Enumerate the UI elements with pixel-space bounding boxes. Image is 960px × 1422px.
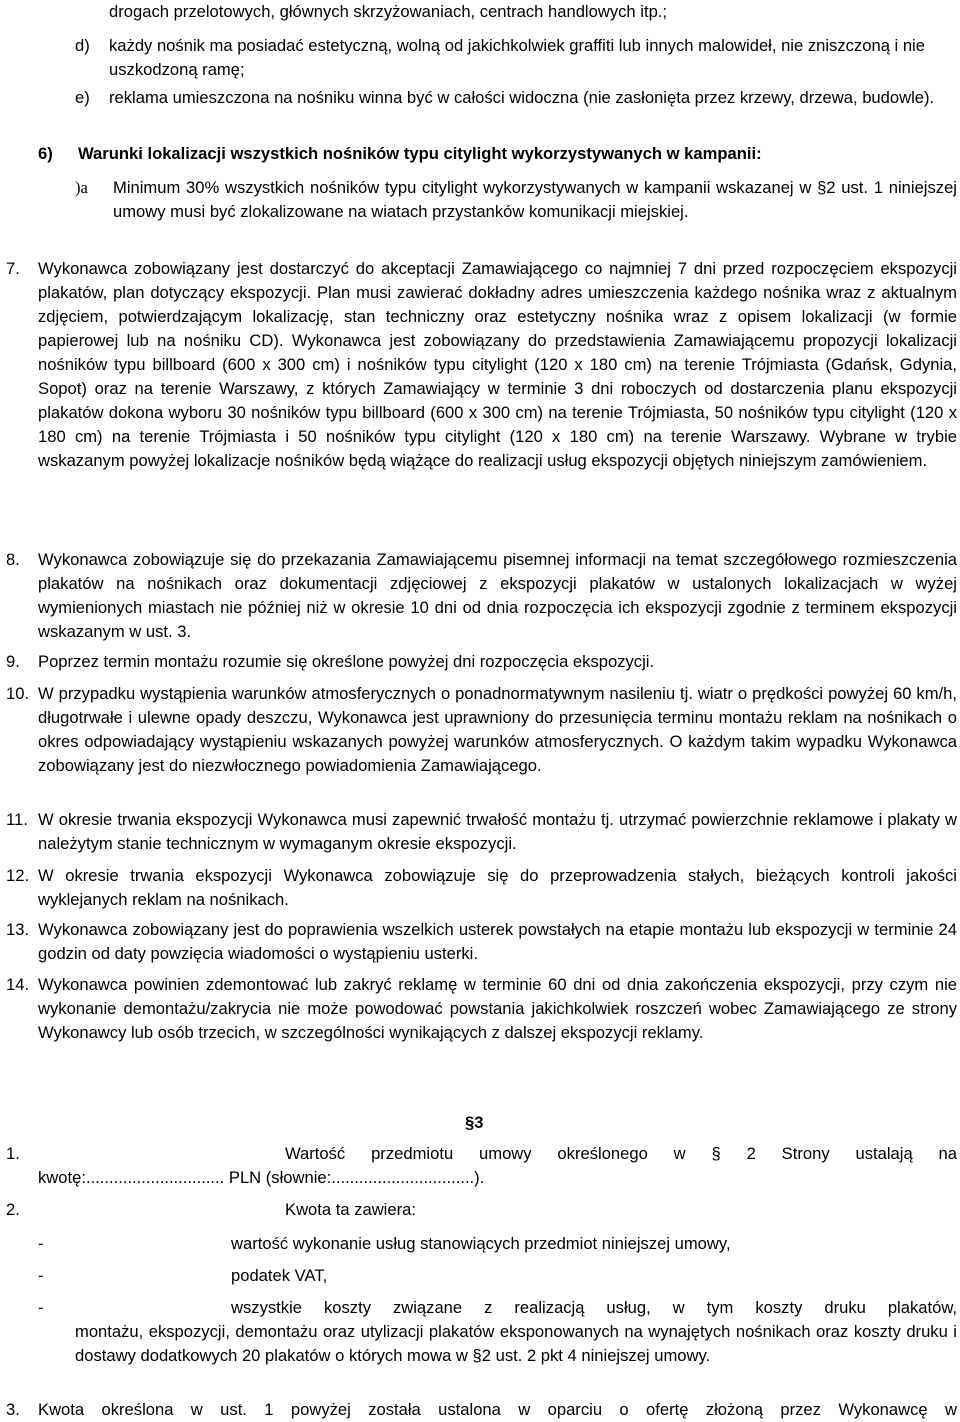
paragraph-text: Poprzez termin montażu rozumie się określone powyżej dni rozpoczęcia ekspozycji. xyxy=(38,652,655,671)
paragraph-number: 12. xyxy=(6,866,30,885)
paragraph-number: 11. xyxy=(6,810,28,829)
item-number: 1. xyxy=(6,1144,20,1163)
dash-marker: - xyxy=(38,1266,44,1285)
top-fragment: drogach przelotowych, głównych skrzyżowaniach, centrach handlowych itp.; xyxy=(109,2,668,21)
list-item-text: każdy nośnik ma posiadać estetyczną, wolną od jakichkolwiek graffiti lub innych malowideł, nie zniszczoną i nie uszkodzoną ramę; xyxy=(109,36,925,79)
section-6-sub-text: Minimum 30% wszystkich nośników typu citylight wykorzystywanych w kampanii wskazanej w §2 ust. 1 niniejszej umowy musi być zlokalizowane na wiatach przystanków komunikacji miejskiej. xyxy=(113,178,957,221)
item-text-second-line: kwotę:.............................. PLN (słownie:...............................). xyxy=(38,1168,485,1187)
paragraph-text: W okresie trwania ekspozycji Wykonawca zobowiązuje się do przeprowadzenia stałych, bieżących kontroli jakości wyklejanych reklam na nośnikach. xyxy=(38,866,957,909)
list-item-text: reklama umieszczona na nośniku winna być w całości widoczna (nie zasłonięta przez krzewy, drzewa, budowle). xyxy=(109,88,935,107)
paragraph-number: 7. xyxy=(6,259,20,278)
dash-text: wartość wykonanie usług stanowiących przedmiot niniejszej umowy, xyxy=(231,1234,731,1253)
paragraph-number: 10. xyxy=(6,684,30,703)
section-6-heading: Warunki lokalizacji wszystkich nośników typu citylight wykorzystywanych w kampanii: xyxy=(78,144,762,163)
paragraph-text: Wykonawca powinien zdemontować lub zakryć reklamę w terminie 60 dni od dnia zakończenia ekspozycji, przy czym nie wykonanie demontażu/zakrycia nie może powodować powstania jakichkolwiek roszczeń wobec Zamawiającego ze strony Wykonawcy lub osób trzecich, w szczególności wynikających z dalszej ekspozycji reklamy. xyxy=(38,975,957,1042)
paragraph-text: Wykonawca zobowiązuje się do przekazania Zamawiającemu pisemnej informacji na temat szczegółowego rozmieszczenia plakatów na nośnikach oraz dokumentacji zdjęciowej z ekspozycji plakatów w ustalonych lokalizacjach w wyżej wymienionych miastach nie później niż w okresie 10 dni od dnia rozpoczęcia ich ekspozycji zgodnie z terminem ekspozycji wskazanym w ust. 3. xyxy=(38,550,957,641)
paragraph-number: 14. xyxy=(6,975,30,994)
list-item-label: d) xyxy=(75,36,90,55)
paragraph-text: W przypadku wystąpienia warunków atmosferycznych o ponadnormatywnym nasileniu tj. wiatr o prędkości powyżej 60 km/h, długotrwałe i ulewne opady deszczu, Wykonawca jest uprawniony do przesunięcia terminu montażu reklam na nośnikach o okres odpowiadający wystąpieniu wskazanych powyżej warunków atmosferycznych. O każdym takim wypadku Wykonawca zobowiązany jest do niezwłocznego powiadomienia Zamawiającego. xyxy=(38,684,957,775)
item-text: Kwota ta zawiera: xyxy=(285,1200,416,1219)
paragraph-number: 13. xyxy=(6,920,30,939)
item-text: Kwota określona w ust. 1 powyżej została ustalona w oparciu o ofertę złożoną przez Wykonawcę w xyxy=(38,1400,957,1419)
item-number: 2. xyxy=(6,1200,20,1219)
section-6-label: 6) xyxy=(38,144,53,163)
paragraph-number: 8. xyxy=(6,550,20,569)
section-heading: §3 xyxy=(465,1113,484,1132)
dash-marker: - xyxy=(38,1298,44,1317)
section-6-sub-label: )a xyxy=(75,178,88,197)
item-text-first-line: Wartość przedmiotu umowy określonego w § 2 Strony ustalają na xyxy=(285,1144,957,1163)
item-number: 3. xyxy=(6,1400,20,1419)
paragraph-text: Wykonawca zobowiązany jest do poprawienia wszelkich usterek powstałych na etapie montażu lub ekspozycji w terminie 24 godzin od daty powzięcia wiadomości o wystąpieniu usterki. xyxy=(38,920,957,963)
dash-text: podatek VAT, xyxy=(231,1266,328,1285)
list-item-label: e) xyxy=(75,88,90,107)
paragraph-text: Wykonawca zobowiązany jest dostarczyć do akceptacji Zamawiającego co najmniej 7 dni przed rozpoczęciem ekspozycji plakatów, plan dotyczący ekspozycji. Plan musi zawierać dokładny adres umieszczenia każdego nośnika wraz z aktualnym zdjęciem, potwierdzającym lokalizację, stan techniczny oraz estetyczny nośnika wraz z opisem lokalizacji (w formie papierowej lub na nośniku CD). Wykonawca jest zobowiązany do przedstawienia Zamawiającemu propozycji lokalizacji nośników typu billboard (600 x 300 cm) i nośników typu citylight (120 x 180 cm) na terenie Trójmiasta (Gdańsk, Gdynia, Sopot) oraz na terenie Warszawy, z których Zamawiający w terminie 3 dni roboczych od dostarczenia planu ekspozycji plakatów dokona wyboru 30 nośników typu billboard (600 x 300 cm) na terenie Trójmiasta, 50 nośników typu citylight (120 x 180 cm) na terenie Trójmiasta i 50 nośników typu citylight (120 x 180 cm) na terenie Warszawy. Wybrane w trybie wskazanym powyżej lokalizacje nośników będą wiążące do realizacji usług ekspozycji objętych niniejszym zamówieniem. xyxy=(38,259,957,470)
dash-marker: - xyxy=(38,1234,44,1253)
paragraph-number: 9. xyxy=(6,652,20,671)
dash-text-continued: montażu, ekspozycji, demontażu oraz utylizacji plakatów eksponowanych na wynajętych nośnikach oraz koszty druku i dostawy dodatkowych 20 plakatów o których mowa w §2 ust. 2 pkt 4 niniejszej umowy. xyxy=(75,1322,957,1365)
paragraph-text: W okresie trwania ekspozycji Wykonawca musi zapewnić trwałość montażu tj. utrzymać powierzchnie reklamowe i plakaty w należytym stanie technicznym w wymaganym okresie ekspozycji. xyxy=(38,810,957,853)
dash-text-first-line: wszystkie koszty związane z realizacją usług, w tym koszty druku plakatów, xyxy=(231,1298,957,1317)
